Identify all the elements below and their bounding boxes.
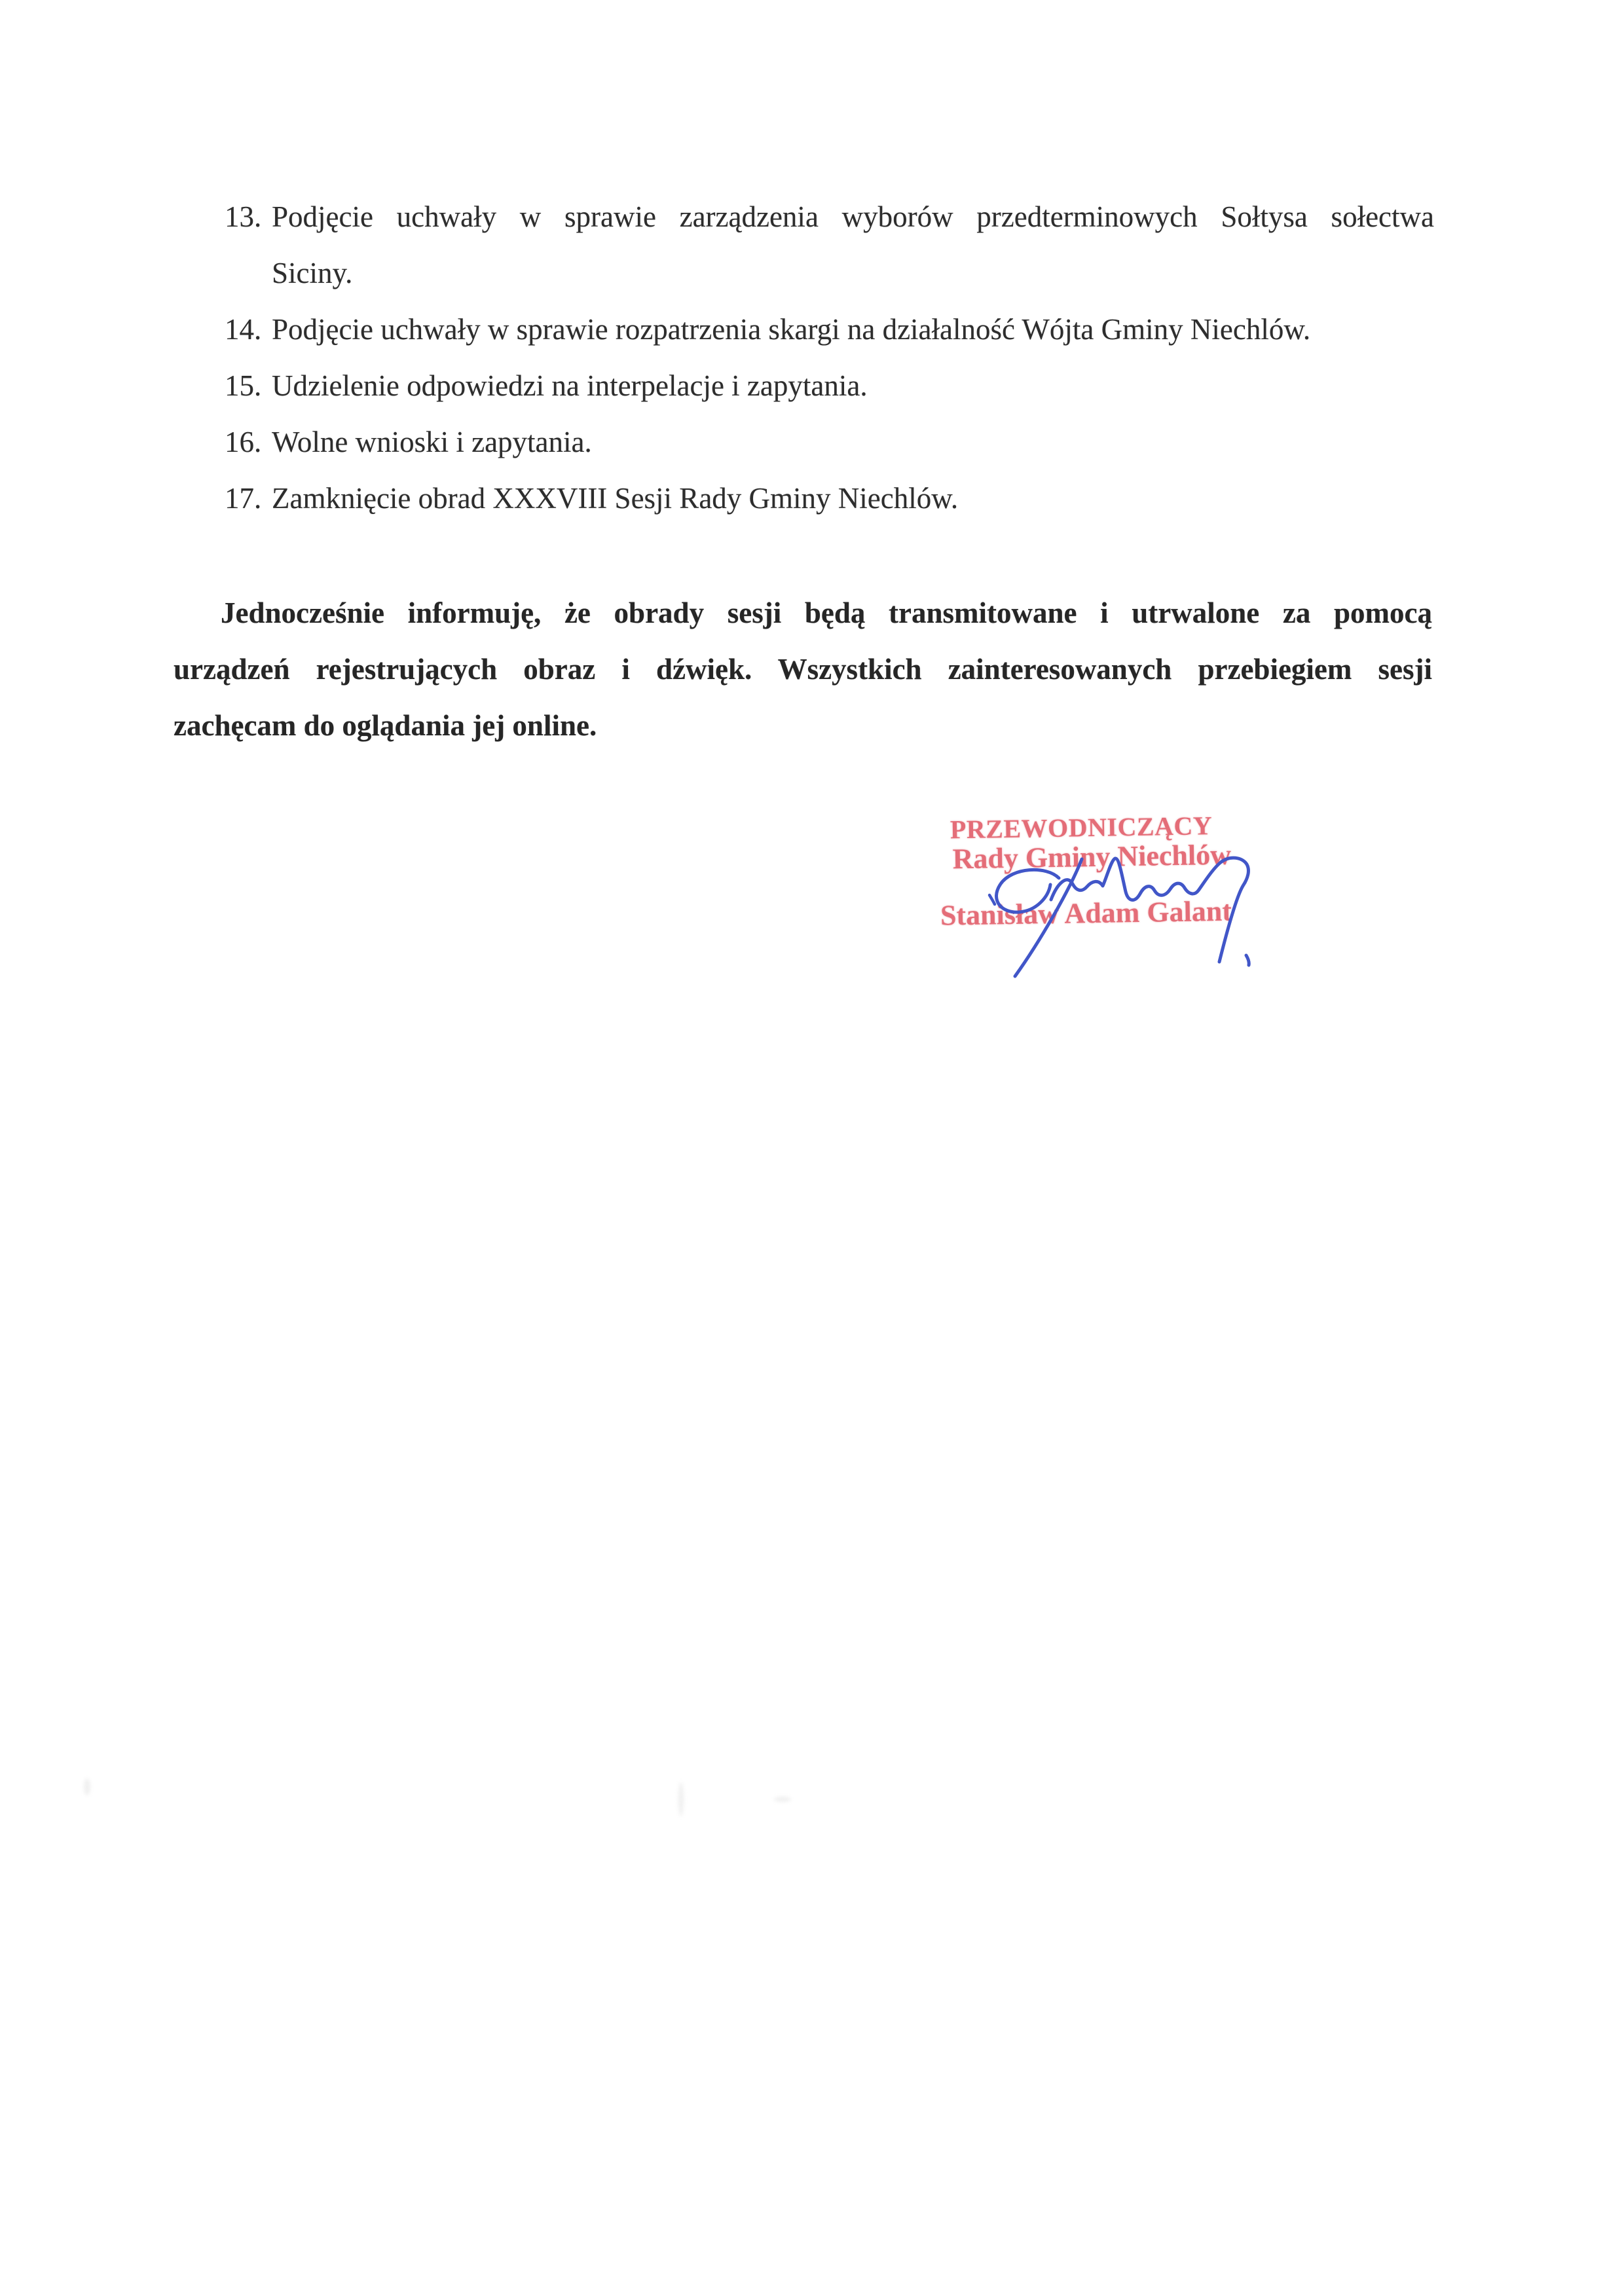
closing-paragraph-line: Jednocześnie informuję, że obrady sesji będą transmitowane i utrwalone za pomocą	[221, 597, 1432, 629]
agenda-item-line: Wolne wnioski i zapytania.	[272, 426, 592, 458]
agenda-item-line: Zamknięcie obrad XXXVIII Sesji Rady Gminy Niechlów.	[272, 482, 959, 515]
stamp-name: Stanisław Adam Galant	[940, 894, 1232, 932]
agenda-item-line: Siciny.	[272, 257, 353, 289]
agenda-item-number: 13.	[225, 200, 262, 233]
signature-stroke	[1246, 955, 1249, 965]
signature-stroke	[1051, 858, 1248, 962]
scan-smudge	[678, 1782, 684, 1816]
agenda-item-number: 16.	[225, 426, 262, 458]
scan-smudge	[84, 1778, 90, 1795]
agenda-item-number: 15.	[225, 369, 262, 402]
agenda-item-number: 14.	[225, 313, 262, 346]
agenda-item-number: 17.	[225, 482, 262, 515]
scan-smudge	[774, 1797, 791, 1802]
agenda-item-line: Udzielenie odpowiedzi na interpelacje i zapytania.	[272, 369, 868, 402]
closing-paragraph-line: zachęcam do oglądania jej online.	[174, 709, 597, 742]
stamp-org: Rady Gminy Niechlów	[952, 838, 1232, 875]
signature-stroke	[989, 895, 995, 904]
stamp-title: PRZEWODNICZĄCY	[950, 811, 1213, 845]
closing-paragraph-line: urządzeń rejestrujących obraz i dźwięk. Wszystkich zainteresowanych przebiegiem sesji	[174, 653, 1432, 686]
signature-stroke	[1015, 859, 1082, 976]
agenda-item-line: Podjęcie uchwały w sprawie rozpatrzenia skargi na działalność Wójta Gminy Niechlów.	[272, 313, 1311, 346]
signature-stroke	[997, 870, 1059, 912]
agenda-item-line: Podjęcie uchwały w sprawie zarządzenia wyborów przedterminowych Sołtysa sołectwa	[272, 200, 1434, 233]
